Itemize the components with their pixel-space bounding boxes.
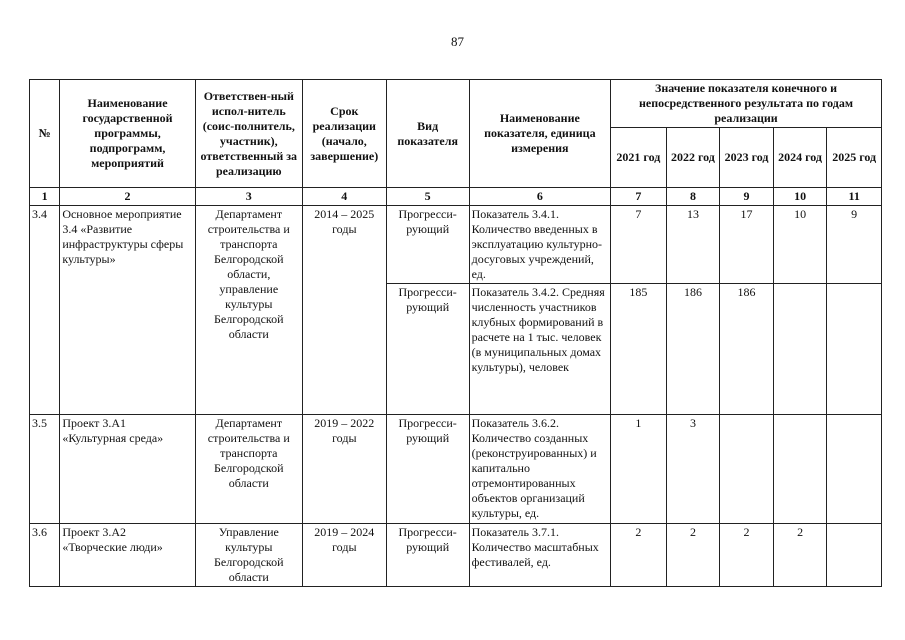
row-executor: Департамент строительства и транспорта Белгородской области, управление культуры Белгородской области xyxy=(195,206,302,415)
value-2022: 13 xyxy=(666,206,720,284)
value-2021: 7 xyxy=(611,206,667,284)
header-year-2022: 2022 год xyxy=(666,128,720,188)
row-term: 2019 – 2022 годы xyxy=(302,415,386,524)
header-values-group: Значение показателя конечного и непосредственного результата по годам реализации xyxy=(611,80,882,128)
row-term: 2019 – 2024 годы xyxy=(302,524,386,587)
value-2023: 2 xyxy=(720,524,774,587)
header-year-2023: 2023 год xyxy=(720,128,774,188)
column-number: 9 xyxy=(720,188,774,206)
column-number: 6 xyxy=(469,188,610,206)
row-executor: Департамент строительства и транспорта Белгородской области xyxy=(195,415,302,524)
table-row xyxy=(30,206,882,284)
header-year-2021: 2021 год xyxy=(611,128,667,188)
value-2023: 17 xyxy=(720,206,774,284)
row-indicator: Показатель 3.4.2. Средняя численность участников клубных формирований в расчете на 1 тыс. человек (в муниципальных домах культуры), человек xyxy=(469,284,610,415)
value-2025 xyxy=(827,284,882,415)
column-number-row xyxy=(30,188,882,206)
header-num: № xyxy=(30,80,60,188)
column-number: 10 xyxy=(773,188,827,206)
row-num: 3.6 xyxy=(30,524,60,587)
header-executor: Ответствен-ный испол-нитель (соис-полнитель, участник), ответственный за реализацию xyxy=(195,80,302,188)
row-kind: Прогресси-рующий xyxy=(386,524,469,587)
column-number: 2 xyxy=(60,188,195,206)
row-indicator: Показатель 3.4.1. Количество введенных в эксплуатацию культурно-досуговых учреждений, ед. xyxy=(469,206,610,284)
indicators-table xyxy=(29,79,882,587)
value-2025: 9 xyxy=(827,206,882,284)
column-number: 4 xyxy=(302,188,386,206)
page-number: 87 xyxy=(451,34,464,49)
column-number: 7 xyxy=(611,188,667,206)
header-year-2025: 2025 год xyxy=(827,128,882,188)
column-number: 1 xyxy=(30,188,60,206)
row-kind: Прогресси-рующий xyxy=(386,206,469,284)
column-number: 11 xyxy=(827,188,882,206)
row-indicator: Показатель 3.7.1. Количество масштабных фестивалей, ед. xyxy=(469,524,610,587)
value-2022: 3 xyxy=(666,415,720,524)
value-2021: 2 xyxy=(611,524,667,587)
row-program: Проект 3.А1 «Культурная среда» xyxy=(60,415,195,524)
table-row xyxy=(30,415,882,524)
value-2024 xyxy=(773,284,827,415)
header-indicator: Наименование показателя, единица измерения xyxy=(469,80,610,188)
row-executor: Управление культуры Белгородской области xyxy=(195,524,302,587)
value-2023: 186 xyxy=(720,284,774,415)
row-program: Основное мероприятие 3.4 «Развитие инфраструктуры сферы культуры» xyxy=(60,206,195,415)
column-number: 8 xyxy=(666,188,720,206)
value-2021: 1 xyxy=(611,415,667,524)
header-kind: Вид показателя xyxy=(386,80,469,188)
column-number: 3 xyxy=(195,188,302,206)
value-2023 xyxy=(720,415,774,524)
value-2025 xyxy=(827,415,882,524)
row-num: 3.5 xyxy=(30,415,60,524)
table-row xyxy=(30,524,882,587)
row-program: Проект 3.А2 «Творческие люди» xyxy=(60,524,195,587)
value-2024 xyxy=(773,415,827,524)
row-kind: Прогресси-рующий xyxy=(386,284,469,415)
column-number: 5 xyxy=(386,188,469,206)
header-program: Наименование государственной программы, подпрограмм, мероприятий xyxy=(60,80,195,188)
value-2025 xyxy=(827,524,882,587)
value-2022: 2 xyxy=(666,524,720,587)
row-term: 2014 – 2025 годы xyxy=(302,206,386,415)
value-2021: 185 xyxy=(611,284,667,415)
row-indicator: Показатель 3.6.2. Количество созданных (реконструированных) и капитально отремонтированных объектов организаций культуры, ед. xyxy=(469,415,610,524)
value-2024: 10 xyxy=(773,206,827,284)
value-2024: 2 xyxy=(773,524,827,587)
row-num: 3.4 xyxy=(30,206,60,415)
header-year-2024: 2024 год xyxy=(773,128,827,188)
value-2022: 186 xyxy=(666,284,720,415)
header-term: Срок реализации (начало, завершение) xyxy=(302,80,386,188)
row-kind: Прогресси-рующий xyxy=(386,415,469,524)
